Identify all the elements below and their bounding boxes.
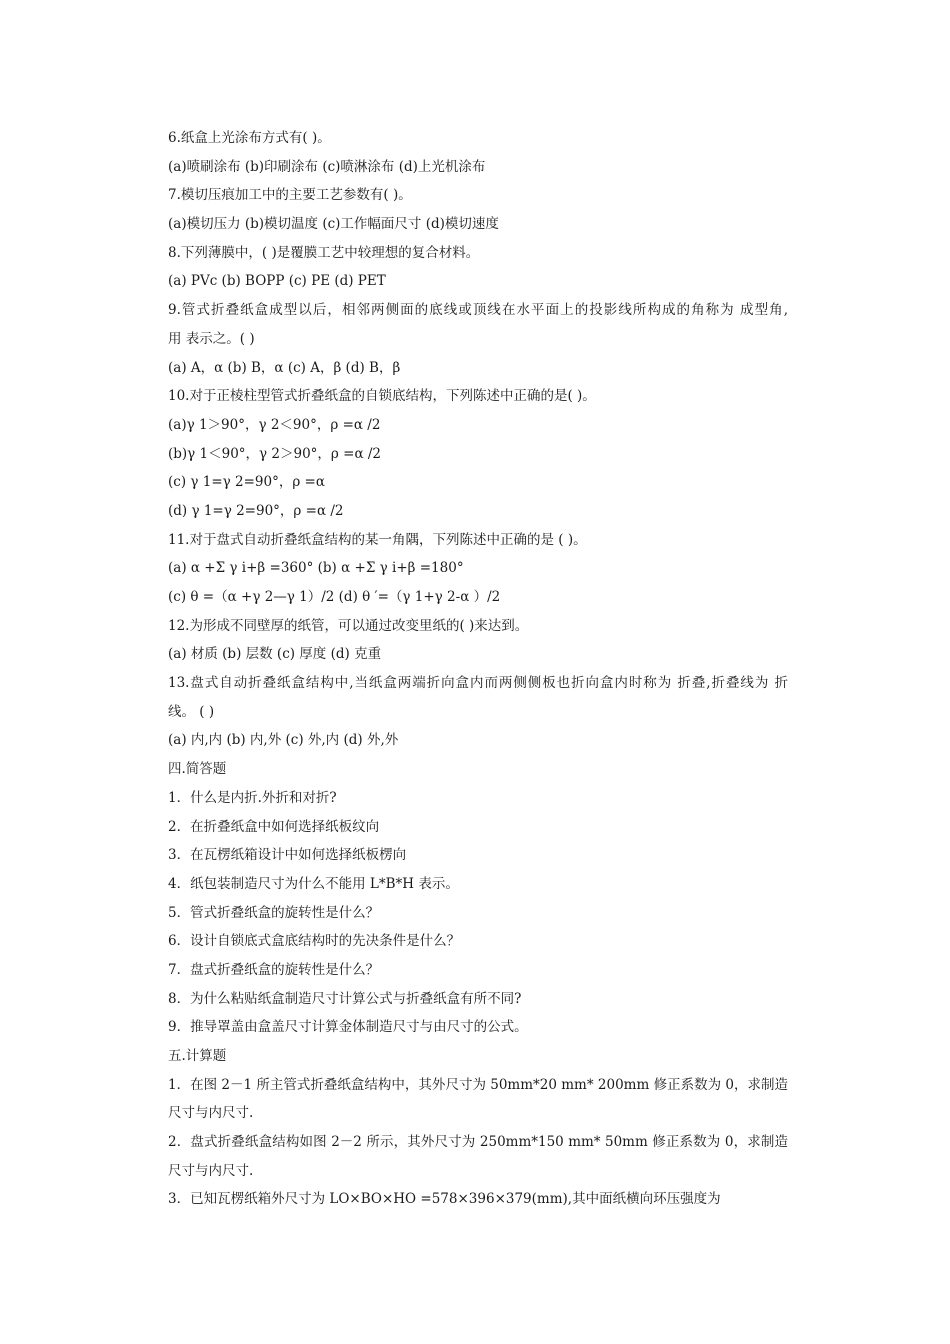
- calculation-3: 3．已知瓦楞纸箱外尺寸为 LO×BO×HO =578×396×379(mm),其中面纸横向环压强度为: [168, 1191, 721, 1208]
- options-9: (a) A，α (b) B，α (c) A，β (d) B，β: [168, 359, 401, 376]
- short-answer-7: 7．盘式折叠纸盒的旋转性是什么？: [168, 961, 380, 978]
- question-6: 6.纸盒上光涂布方式有( )。: [168, 130, 331, 146]
- question-13: 13.盘式自动折叠纸盒结构中,当纸盒两端折向盒内而两侧侧板也折向盒内时称为 折叠,折叠线为 折: [168, 675, 788, 692]
- short-answer-4: 4．纸包装制造尺寸为什么不能用 L*B*H 表示。: [168, 875, 459, 892]
- section-heading-calculation: 五.计算题: [168, 1048, 227, 1064]
- short-answer-5: 5．管式折叠纸盒的旋转性是什么？: [168, 904, 380, 921]
- calculation-2: 2．盘式折叠纸盒结构如图 2－2 所示，其外尺寸为 250mm*150 mm* 50mm 修正系数为 0，求制造: [168, 1134, 788, 1151]
- option-10c: (c) γ 1=γ 2=90°，ρ =α: [168, 474, 325, 491]
- options-12: (a) 材质 (b) 层数 (c) 厚度 (d) 克重: [168, 646, 382, 663]
- section-heading-short-answer: 四.简答题: [168, 761, 227, 778]
- document-page: [168, 124, 788, 1214]
- short-answer-2: 2．在折叠纸盒中如何选择纸板纹向: [168, 818, 380, 835]
- question-11: 11.对于盘式自动折叠纸盒结构的某一角隅，下列陈述中正确的是 ( )。: [168, 531, 587, 548]
- calculation-2-cont: 尺寸与内尺寸.: [168, 1162, 254, 1179]
- short-answer-6: 6．设计自锁底式盒底结构时的先决条件是什么？: [168, 933, 461, 950]
- option-10b: (b)γ 1＜90°，γ 2＞90°，ρ =α /2: [168, 445, 382, 462]
- options-11ab: (a) α +Σ γ i+β =360° (b) α +Σ γ i+β =180°: [168, 560, 464, 577]
- options-6: (a)喷刷涂布 (b)印刷涂布 (c)喷淋涂布 (d)上光机涂布: [168, 158, 486, 175]
- short-answer-1: 1．什么是内折.外折和对折?: [168, 789, 337, 806]
- options-11cd: (c) θ =（α +γ 2—γ 1）/2 (d) θ ′=（γ 1+γ 2-α ）/2: [168, 589, 501, 605]
- short-answer-8: 8．为什么粘贴纸盒制造尺寸计算公式与折叠纸盒有所不同?: [168, 990, 522, 1007]
- question-10: 10.对于正棱柱型管式折叠纸盒的自锁底结构，下列陈述中正确的是( )。: [168, 388, 596, 405]
- short-answer-3: 3．在瓦楞纸箱设计中如何选择纸板楞向: [168, 847, 407, 864]
- question-13-cont: 线。 ( ): [168, 703, 215, 720]
- options-7: (a)模切压力 (b)模切温度 (c)工作幅面尺寸 (d)模切速度: [168, 216, 499, 233]
- question-8: 8.下列薄膜中，( )是覆膜工艺中较理想的复合材料。: [168, 244, 480, 261]
- calculation-1: 1．在图 2－1 所主管式折叠纸盒结构中，其外尺寸为 50mm*20 mm* 200mm 修正系数为 0，求制造: [168, 1076, 788, 1093]
- question-12: 12.为形成不同壁厚的纸管，可以通过改变里纸的( )来达到。: [168, 617, 529, 634]
- calculation-1-cont: 尺寸与内尺寸.: [168, 1105, 254, 1122]
- short-answer-9: 9．推导罩盖由盒盖尺寸计算金体制造尺寸与由尺寸的公式。: [168, 1019, 528, 1036]
- question-7: 7.模切压痕加工中的主要工艺参数有( )。: [168, 187, 412, 204]
- options-13: (a) 内,内 (b) 内,外 (c) 外,内 (d) 外,外: [168, 732, 399, 749]
- question-9: 9.管式折叠纸盒成型以后，相邻两侧面的底线或顶线在水平面上的投影线所构成的角称为 成型角,: [168, 302, 788, 319]
- option-10a: (a)γ 1＞90°，γ 2＜90°，ρ =α /2: [168, 416, 381, 433]
- options-8: (a) PVc (b) BOPP (c) PE (d) PET: [168, 273, 386, 290]
- option-10d: (d) γ 1=γ 2=90°，ρ =α /2: [168, 502, 344, 519]
- question-9-cont: 用 表示之。( ): [168, 330, 255, 347]
